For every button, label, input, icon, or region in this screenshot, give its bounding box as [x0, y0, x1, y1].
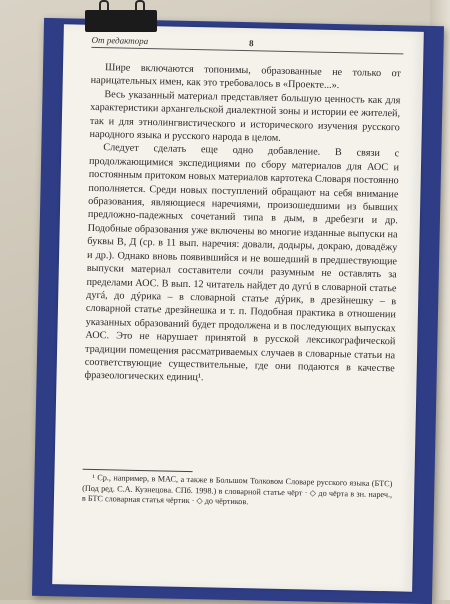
body-text: [84, 61, 401, 389]
binder-clip: [85, 0, 157, 40]
binder-clip-body: [85, 10, 157, 32]
page-number: 8: [248, 38, 254, 49]
book-page: [52, 24, 424, 591]
paragraph: Весь указанный материал представляет большую ценность как для характеристики архангельской диалектной зоны и истории ее жителей, так и для этнолингвистического и исторического изучения русского народного языка и русского народа в целом.: [89, 88, 401, 144]
footnote: [82, 473, 393, 511]
paragraph: Шире включаются топонимы, образованные не только от нарицательных имен, как это требовалось в «Проекте...».: [90, 62, 402, 92]
footnote-text: ¹ Ср., например, в МАС, а также в Большом Толковом Словаре русского языка (БТС) (Под ред. С.А. Кузнецова. СПб. 1998.) в словарной статье чёрт · ◇ до чёрта в зн. нареч., в БТС словарная статья чёртик · ◇ до чёртиков.: [81, 472, 393, 507]
running-head-title: От редактора: [91, 34, 149, 47]
paragraph: Следует сделать еще одно добавление. В связи с продолжающимися экспедициями по сбору материалов для АОС и постоянным притоком новых материалов картотека Словаря постоянно пополняется. Среди новых поступлений обращают на себя внимание образования, являющиеся наречиями, произошедшими из бывших предложно-падежных сочетаний типа в дым, в дребезги и др. Подобные образования уже включены во многие изданные выпуски на буквы В, Д (ср. в 11 вып. наречия: довали, додыры, докраю, довадёжу и др.). Однако вновь появившийся и не вошедший в предшествующие выпуски материал составители сочли разумным не оставлять за пределами АОС. В вып. 12 читатель найдет до дугú в словарной статье дугá, до дýрика – в словарной статье дýрик, в дрезйнешку – в словарной статье дрезйнешка и т. п. Подобная практика в отношении указанных образований будет продолжена и в последующих выпусках АОС. Это не нарушает принятой в русской лексикографической традиции помещения рассматриваемых случаев в словарные статьи на соответствующие существительные, где они подаются в качестве фразеологических единиц¹.: [84, 142, 400, 384]
footnote-rule: [83, 469, 193, 472]
